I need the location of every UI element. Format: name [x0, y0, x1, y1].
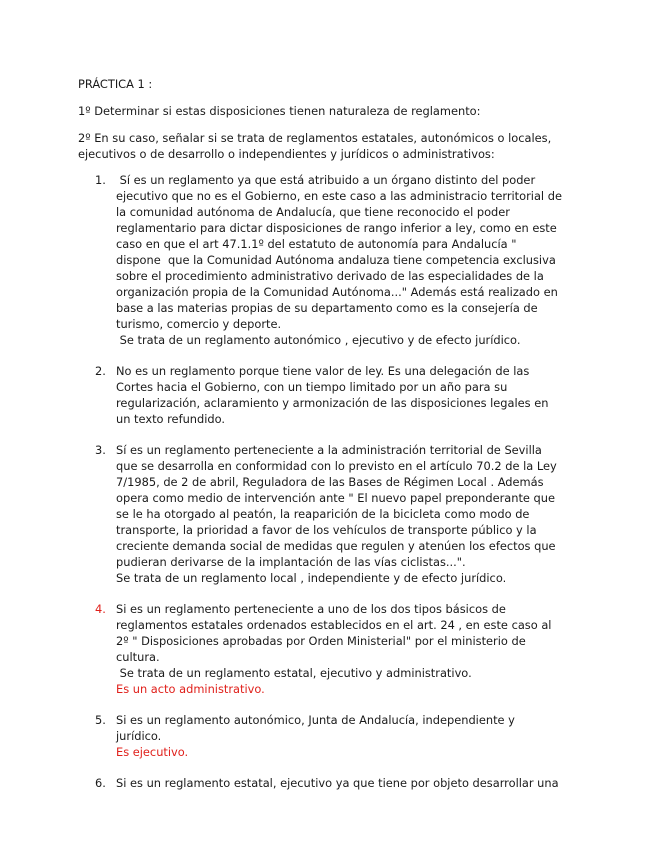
item-number: 1.	[95, 173, 106, 187]
answer-line: que se desarrolla en conformidad con lo previsto en el artículo 70.2 de la Ley	[116, 459, 557, 473]
answer-item-4	[78, 601, 578, 697]
answer-line: Se trata de un reglamento local , independiente y de efecto jurídico.	[116, 571, 507, 585]
answer-line: Se trata de un reglamento autonómico , ejecutivo y de efecto jurídico.	[116, 333, 521, 347]
item-number: 5.	[95, 713, 106, 727]
answer-line: creciente demanda social de medidas que regulen y atenúen los efectos que	[116, 539, 556, 553]
answer-line: la comunidad autónoma de Andalucía, que tiene reconocido el poder	[116, 205, 510, 219]
item-number: 6.	[95, 776, 106, 790]
question-1: 1º Determinar si estas disposiciones tienen naturaleza de reglamento:	[78, 104, 481, 118]
answer-line: reglamentos estatales ordenados establecidos en el art. 24 , en este caso al	[116, 618, 552, 632]
answer-line: se le ha otorgado al peatón, la reaparición de la bicicleta como modo de	[116, 507, 530, 521]
answer-line: Cortes hacia el Gobierno, con un tiempo limitado por un año para su	[116, 380, 508, 394]
answer-line: reglamentario para dictar disposiciones de rango inferior a ley, como en este	[116, 221, 557, 235]
answer-line: opera como medio de intervención ante " El nuevo papel preponderante que	[116, 491, 556, 505]
answer-line: caso en que el art 47.1.1º del estatuto de autonomía para Andalucía "	[116, 237, 517, 251]
question-2-line: ejecutivos o de desarrollo o independientes y jurídicos o administrativos:	[78, 147, 495, 161]
answer-line: sobre el procedimiento administrativo derivado de las especialidades de la	[116, 269, 544, 283]
answer-line: dispone que la Comunidad Autónoma andaluza tiene competencia exclusiva	[116, 253, 556, 267]
answer-line: jurídico.	[116, 729, 162, 743]
item-number: 3.	[95, 443, 106, 457]
answer-line: No es un reglamento porque tiene valor de ley. Es una delegación de las	[116, 364, 530, 378]
answer-item-5	[78, 712, 578, 760]
answer-item-1	[78, 172, 578, 348]
answer-line: Si es un reglamento autonómico, Junta de Andalucía, independiente y	[116, 713, 515, 727]
practice-heading: PRÁCTICA 1 :	[78, 77, 153, 91]
answer-line: ejecutivo que no es el Gobierno, en este caso a las administracio territorial de	[116, 189, 562, 203]
answer-line: Sí es un reglamento perteneciente a la administración territorial de Sevilla	[116, 443, 542, 457]
answer-line: 7/1985, de 2 de abril, Reguladora de las Bases de Régimen Local . Además	[116, 475, 544, 489]
answer-item-2	[78, 363, 578, 427]
answer-line: pudieran derivarse de la implantación de las vías ciclistas...".	[116, 555, 466, 569]
answer-line: organización propia de la Comunidad Autónoma..." Además está realizado en	[116, 285, 558, 299]
answer-line: turismo, comercio y deporte.	[116, 317, 282, 331]
answer-item-6	[78, 775, 578, 791]
answer-correction: Es un acto administrativo.	[116, 682, 265, 696]
answer-line: regularización, aclaramiento y armonización de las disposiciones legales en	[116, 396, 549, 410]
question-2-line: 2º En su caso, señalar si se trata de reglamentos estatales, autonómicos o locales,	[78, 131, 552, 145]
answer-line: transporte, la prioridad a favor de los vehículos de transporte público y la	[116, 523, 537, 537]
answer-line: base a las materias propias de su departamento como es la consejería de	[116, 301, 538, 315]
answer-line: Si es un reglamento estatal, ejecutivo ya que tiene por objeto desarrollar una	[116, 776, 559, 790]
answer-line: un texto refundido.	[116, 412, 226, 426]
answer-line: 2º " Disposiciones aprobadas por Orden Ministerial" por el ministerio de	[116, 634, 526, 648]
item-number: 2.	[95, 364, 106, 378]
answer-item-3	[78, 442, 578, 586]
answer-correction: Es ejecutivo.	[116, 745, 189, 759]
answer-line: Si es un reglamento perteneciente a uno de los dos tipos básicos de	[116, 602, 506, 616]
answer-line: Sí es un reglamento ya que está atribuido a un órgano distinto del poder	[116, 173, 536, 187]
item-number: 4.	[95, 602, 106, 616]
answers-list	[78, 172, 578, 806]
answer-line: cultura.	[116, 650, 160, 664]
question-2	[78, 130, 598, 162]
answer-line: Se trata de un reglamento estatal, ejecutivo y administrativo.	[116, 666, 472, 680]
